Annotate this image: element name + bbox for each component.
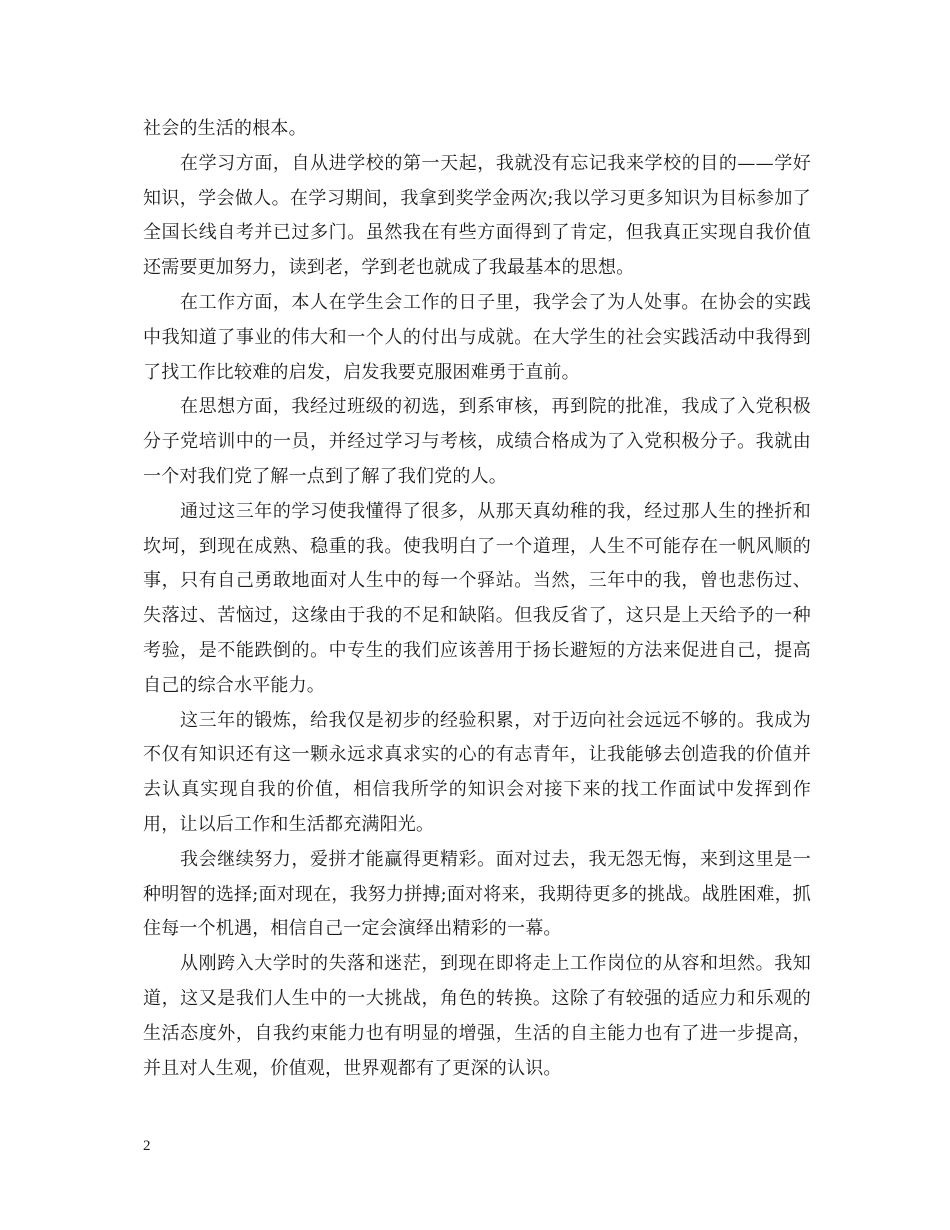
paragraph-1: 社会的生活的根本。 [143,118,307,139]
page-number: 2 [143,1138,151,1154]
paragraph-4: 在思想方面，我经过班级的初选，到系审核，再到院的批准，我成了入党积极分子党培训中的一员，并经过学习与考核，成绩合格成为了入党积极分子。我就由一个对我们党了解一点到了解了我们党的人。 [143,396,811,487]
paragraph-3: 在工作方面，本人在学生会工作的日子里，我学会了为人处事。在协会的实践中我知道了事业的伟大和一个人的付出与成就。在大学生的社会实践活动中我得到了找工作比较难的启发，启发我要克服困难勇于直前。 [143,291,811,383]
document-body [143,112,811,1086]
paragraph-5: 通过这三年的学习使我懂得了很多，从那天真幼稚的我，经过那人生的挫折和坎坷，到现在成熟、稳重的我。使我明白了一个道理，人生不可能存在一帆风顺的事，只有自己勇敢地面对人生中的每一个驿站。当然，三年中的我，曾也悲伤过、失落过、苦恼过，这缘由于我的不足和缺陷。但我反省了，这只是上天给予的一种考验，是不能跌倒的。中专生的我们应该善用于扬长避短的方法来促进自己，提高自己的综合水平能力。 [143,500,811,696]
paragraph-2: 在学习方面，自从进学校的第一天起，我就没有忘记我来学校的目的——学好知识，学会做人。在学习期间，我拿到奖学金两次;我以学习更多知识为目标参加了全国长线自考并已过多门。虽然我在有些方面得到了肯定，但我真正实现自我价值还需要更加努力，读到老，学到老也就成了我最基本的思想。 [143,152,811,279]
paragraph-8: 从刚跨入大学时的失落和迷茫，到现在即将走上工作岗位的从容和坦然。我知道，这又是我们人生中的一大挑战，角色的转换。这除了有较强的适应力和乐观的生活态度外，自我约束能力也有明显的增强，生活的自主能力也有了进一步提高，并且对人生观，价值观，世界观都有了更深的认识。 [143,953,811,1079]
paragraph-6: 这三年的锻炼，给我仅是初步的经验积累，对于迈向社会远远不够的。我成为不仅有知识还有这一颗永远求真求实的心的有志青年，让我能够去创造我的价值并去认真实现自我的价值，相信我所学的知识会对接下来的找工作面试中发挥到作用，让以后工作和生活都充满阳光。 [143,709,811,835]
paragraph-7: 我会继续努力，爱拼才能赢得更精彩。面对过去，我无怨无悔，来到这里是一种明智的选择;面对现在，我努力拼搏;面对将来，我期待更多的挑战。战胜困难，抓住每一个机遇，相信自己一定会演绎出精彩的一幕。 [143,848,811,940]
